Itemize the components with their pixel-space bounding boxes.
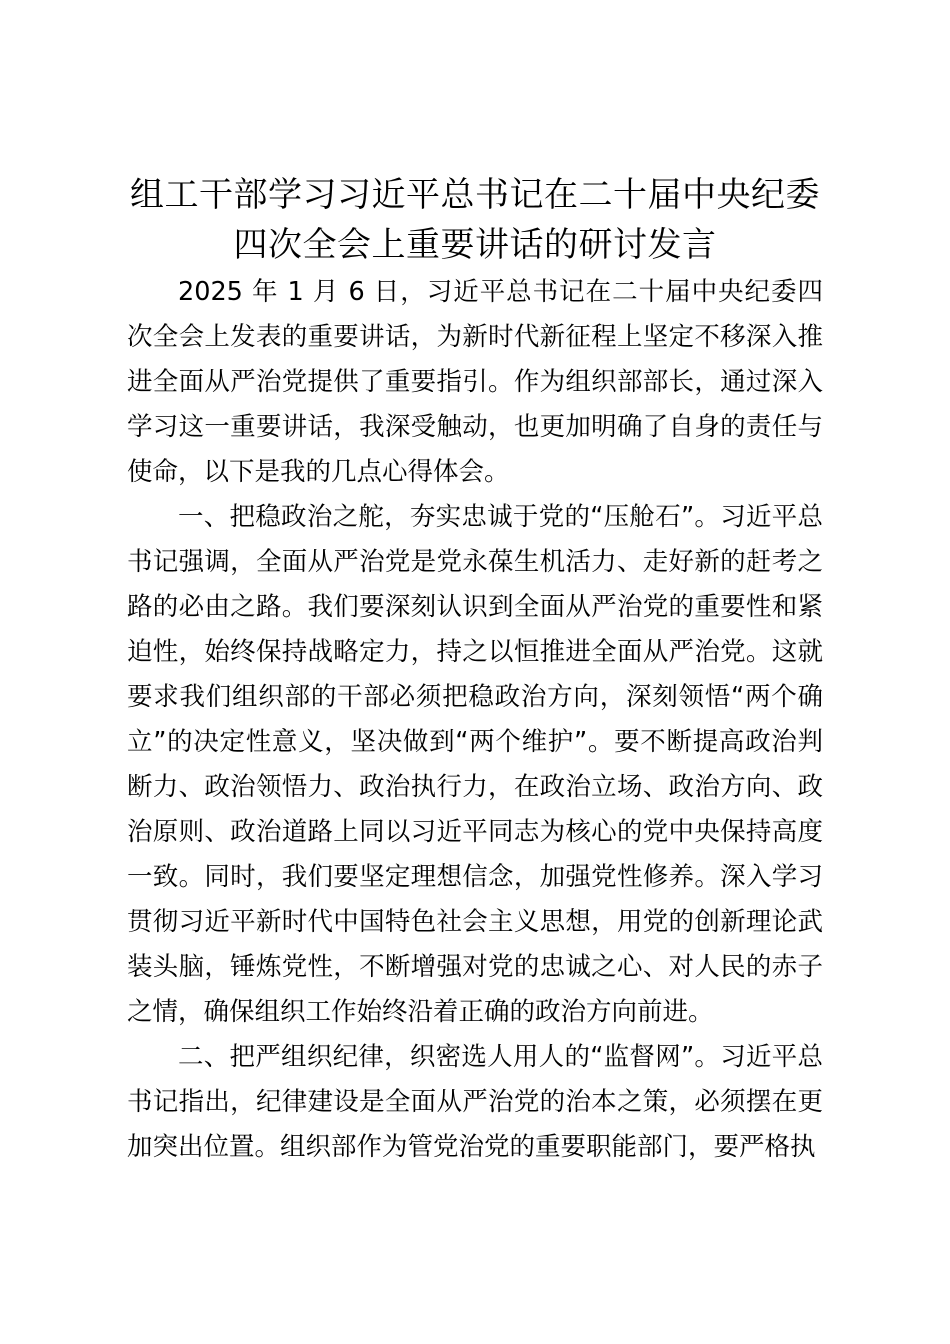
title-line-1: 组工干部学习习近平总书记在二十届中央纪委 [130,175,820,215]
document-title [127,170,823,270]
document-page [127,170,823,1170]
title-line-2: 四次全会上重要讲话的研讨发言 [233,225,717,265]
paragraph-intro: 2025 年 1 月 6 日，习近平总书记在二十届中央纪委四次全会上发表的重要讲话，为新时代新征程上坚定不移深入推进全面从严治党提供了重要指引。作为组织部部长，通过深入学习这一重要讲话，我深受触动，也更加明确了自身的责任与使命，以下是我的几点心得体会。 [127,277,823,487]
paragraph-section-2: 二、把严组织纪律，织密选人用人的“监督网”。习近平总书记指出，纪律建设是全面从严治党的治本之策，必须摆在更加突出位置。组织部作为管党治党的重要职能部门，要严格执 [127,1042,823,1162]
paragraph-section-1: 一、把稳政治之舵，夯实忠诚于党的“压舱石”。习近平总书记强调，全面从严治党是党永葆生机活力、走好新的赶考之路的必由之路。我们要深刻认识到全面从严治党的重要性和紧迫性，始终保持战略定力，持之以恒推进全面从严治党。这就要求我们组织部的干部必须把稳政治方向，深刻领悟“两个确立”的决定性意义，坚决做到“两个维护”。要不断提高政治判断力、政治领悟力、政治执行力，在政治立场、政治方向、政治原则、政治道路上同以习近平同志为核心的党中央保持高度一致。同时，我们要坚定理想信念，加强党性修养。深入学习贯彻习近平新时代中国特色社会主义思想，用党的创新理论武装头脑，锤炼党性，不断增强对党的忠诚之心、对人民的赤子之情，确保组织工作始终沿着正确的政治方向前进。 [127,502,823,1027]
